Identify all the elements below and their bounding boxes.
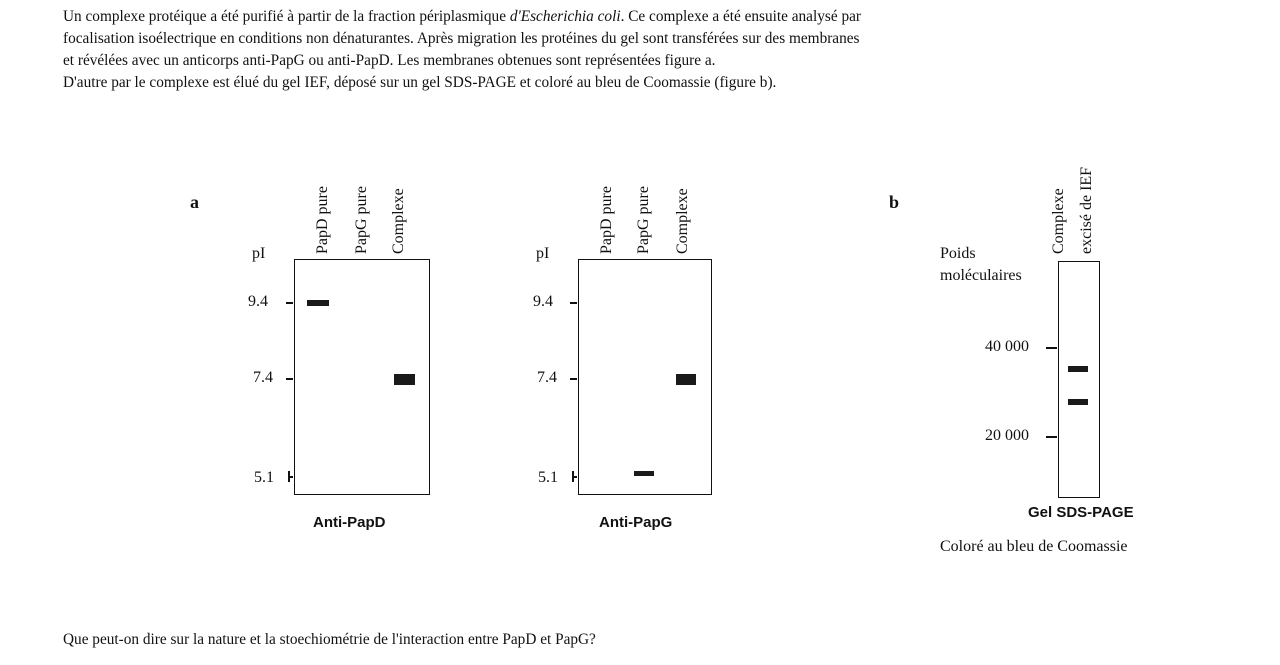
intro-line-4: D'autre par le complexe est élué du gel IEF, déposé sur un gel SDS-PAGE et coloré au bleu de Coomassie (figure b).	[63, 74, 777, 91]
blot-caption-anti-papd: Anti-PapD	[313, 514, 386, 531]
band-papg-pure-5-1	[634, 471, 654, 476]
tick-label-9-4: 9.4	[533, 293, 553, 310]
mw-tick-label-20000: 20 000	[985, 427, 1029, 444]
tick-label-7-4: 7.4	[537, 369, 557, 386]
intro-italic-species: d'Escherichia coli	[509, 8, 621, 25]
tick-mark	[570, 378, 577, 380]
figure-a-letter: a	[190, 192, 199, 212]
tick-label-5-1: 5.1	[254, 469, 274, 486]
lane-label-papg-pure: PapG pure	[353, 186, 370, 254]
band-lower	[1068, 399, 1088, 405]
tick-label-5-1: 5.1	[538, 469, 558, 486]
question-text: Que peut-on dire sur la nature et la stoechiométrie de l'interaction entre PapD et PapG?	[63, 631, 596, 648]
band-complexe-7-4	[676, 374, 696, 385]
tick-bracket	[572, 471, 574, 482]
lane-label-papd-pure: PapD pure	[598, 186, 615, 254]
intro-line-3: et révélées avec un anticorps anti-PapG ou anti-PapD. Les membranes obtenues sont représentées figure a.	[63, 52, 716, 69]
sds-page-lane	[1058, 261, 1100, 498]
tick-mark	[570, 302, 577, 304]
figure-b-caption: Gel SDS-PAGE	[1028, 504, 1134, 521]
mw-tick-label-40000: 40 000	[985, 338, 1029, 355]
pi-axis-title: pI	[536, 245, 550, 262]
tick-label-9-4: 9.4	[248, 293, 268, 310]
tick-mark	[1046, 347, 1057, 349]
figure-b-subcaption: Coloré au bleu de Coomassie	[940, 538, 1128, 555]
intro-paragraph	[63, 6, 1263, 94]
band-complexe-7-4	[394, 374, 415, 385]
intro-line-1: Un complexe protéique a été purifié à partir de la fraction périplasmique d'Escherichia coli. Ce complexe a été ensuite analysé par	[63, 8, 861, 25]
tick-label-7-4: 7.4	[253, 369, 273, 386]
lane-label-papd-pure: PapD pure	[314, 186, 331, 254]
pi-axis-title: pI	[252, 245, 266, 262]
lane-label-complexe: Complexe	[390, 188, 407, 254]
lane-label-papg-pure: PapG pure	[635, 186, 652, 254]
band-papd-pure-9-4	[307, 300, 329, 306]
tick-bracket	[288, 471, 290, 482]
blot-caption-anti-papg: Anti-PapG	[599, 514, 673, 531]
mw-axis-title: Poids moléculaires	[940, 245, 1022, 284]
tick-mark	[286, 302, 293, 304]
tick-mark	[286, 378, 293, 380]
figure-b-letter: b	[889, 192, 900, 212]
band-upper	[1068, 366, 1088, 372]
lane-label-excise: excisé de IEF	[1078, 166, 1095, 254]
tick-mark	[1046, 436, 1057, 438]
lane-label-complexe: Complexe	[674, 188, 691, 254]
lane-label-complexe: Complexe	[1050, 188, 1067, 254]
intro-line-2: focalisation isoélectrique en conditions non dénaturantes. Après migration les protéines du gel sont transférées sur des membranes	[63, 30, 860, 47]
